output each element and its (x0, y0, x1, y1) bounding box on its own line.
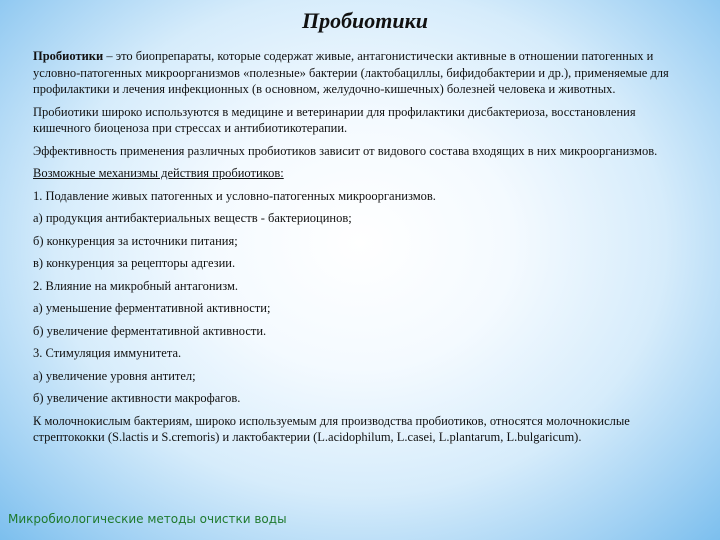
mechanism-item-1: 1. Подавление живых патогенных и условно-патогенных микроорганизмов. (33, 188, 436, 203)
definition-text: – это биопрепараты, которые содержат живые, антагонистически активные в отношении патогенных и условно-патогенных микроорганизмов «полезные» бактерии (лактобациллы, бифидобактерии и др.), применяемые для профилактики и лечения инфекционных (в основном, желудочно-кишечных) болезней человека и животных. (33, 49, 669, 96)
mechanism-item-2a: а) уменьшение ферментативной активности; (33, 301, 271, 315)
mechanism-item-3b: б) увеличение активности макрофагов. (33, 391, 241, 405)
slide-content (33, 48, 693, 452)
usage-paragraph: Пробиотики широко используются в медицине и ветеринарии для профилактики дисбактериоза, восстановления кишечного биоценоза при стрессах и антибиотикотерапии. (33, 104, 636, 135)
efficiency-paragraph: Эффективность применения различных пробиотиков зависит от видового состава входящих в них микроорганизмов. (33, 143, 658, 158)
slide-footer: Микробиологические методы очистки воды (8, 512, 287, 526)
definition-paragraph (33, 48, 693, 98)
closing-paragraph: К молочнокислым бактериям, широко используемым для производства пробиотиков, относятся молочнокислые стрептококки (S.lactis и S.cremoris) и лактобактерии (L.acidophilum, L.casei, L.plantarum, L.bulgaricum). (33, 413, 630, 444)
slide-title: Пробиотики (301, 8, 429, 33)
mechanism-item-1c: в) конкуренция за рецепторы адгезии. (33, 256, 236, 270)
mechanism-item-1b: б) конкуренция за источники питания; (33, 233, 238, 248)
mechanism-item-3: 3. Стимуляция иммунитета. (33, 346, 182, 360)
mechanism-item-3a: а) увеличение уровня антител; (33, 368, 196, 383)
mechanism-item-1a: а) продукция антибактериальных веществ - бактериоцинов; (33, 211, 352, 225)
mechanism-item-2: 2. Влияние на микробный антагонизм. (33, 278, 239, 293)
definition-term: Пробиотики (33, 49, 104, 63)
mechanism-item-2b: б) увеличение ферментативной активности. (33, 323, 267, 338)
mechanisms-heading: Возможные механизмы действия пробиотиков: (33, 166, 284, 180)
